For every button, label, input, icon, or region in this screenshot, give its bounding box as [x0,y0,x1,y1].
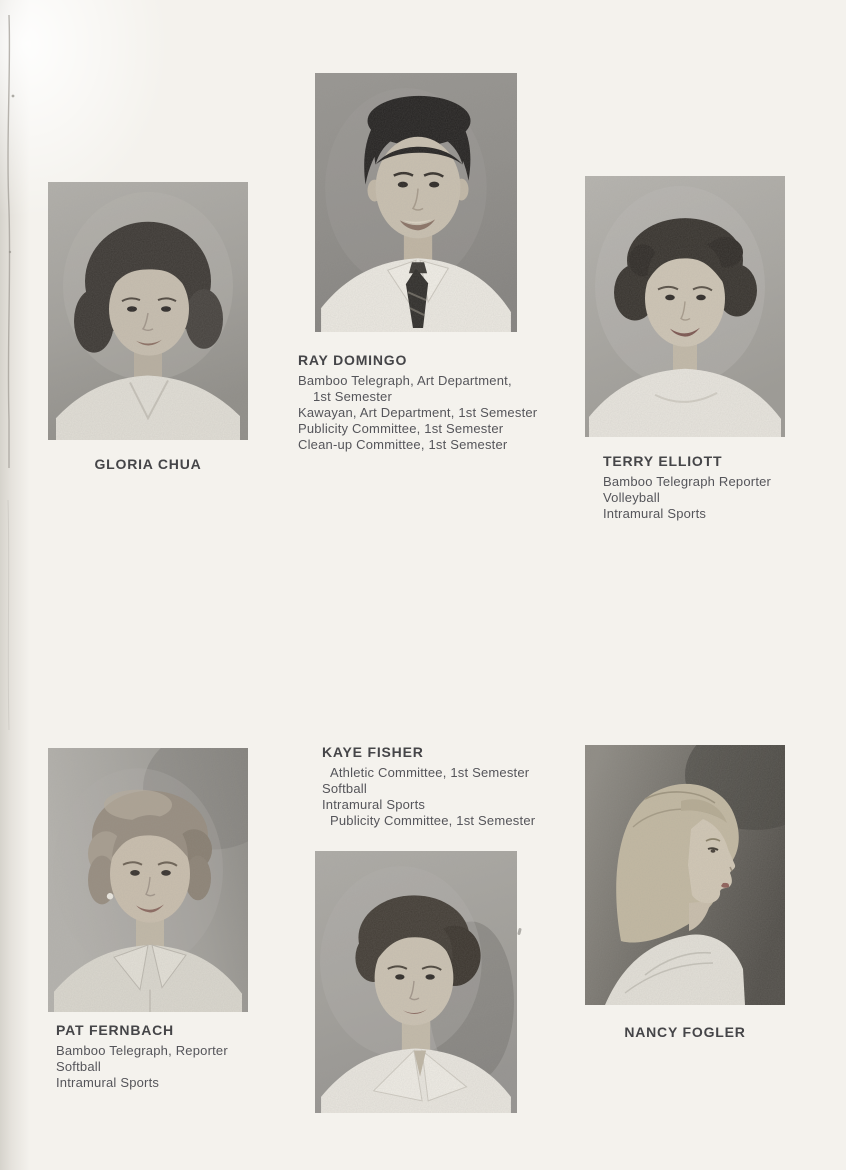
scan-speck [517,928,522,936]
activity-line: Kawayan, Art Department, 1st Semester [298,405,538,420]
activity-line: Publicity Committee, 1st Semester [298,421,504,436]
student-name-gloria-chua: GLORIA CHUA [94,456,202,472]
student-name-nancy-fogler: NANCY FOGLER [624,1024,746,1040]
student-bio-ray-domingo [298,352,537,453]
activity-line: Bamboo Telegraph, Reporter [56,1043,228,1058]
activity-line: Softball [322,781,367,796]
activity-line: Intramural Sports [322,797,426,812]
activity-line: 1st Semester [313,389,392,404]
portrait-man-dark-hair-tie-icon [315,73,517,332]
student-name-terry-elliott: TERRY ELLIOTT [603,453,723,469]
portrait-woman-dark-curled-hair-icon [585,176,785,437]
student-bio-terry-elliott [603,453,771,522]
portrait-woman-short-dark-hair-icon [48,182,248,440]
activity-line: Volleyball [603,490,660,505]
student-bio-kaye-fisher [322,744,535,829]
activity-line: Softball [56,1059,101,1074]
portrait-photo-gloria-chua [48,182,248,440]
student-bio-pat-fernbach [56,1022,228,1091]
portrait-photo-nancy-fogler [585,745,785,1005]
portrait-photo-terry-elliott [585,176,785,437]
activity-line: Bamboo Telegraph Reporter [603,474,772,489]
scan-edge-artifact [0,0,30,1170]
activity-line: Athletic Committee, 1st Semester [330,765,530,780]
portrait-photo-kaye-fisher [315,851,517,1113]
portrait-photo-pat-fernbach [48,748,248,1012]
portrait-woman-short-dark-hair-collar-icon [315,851,517,1113]
activity-line: Publicity Committee, 1st Semester [330,813,536,828]
activity-line: Intramural Sports [603,506,707,521]
portrait-woman-light-wavy-hair-icon [48,748,248,1012]
student-name-pat-fernbach: PAT FERNBACH [56,1022,174,1038]
portrait-photo-ray-domingo [315,73,517,332]
student-name-kaye-fisher: KAYE FISHER [322,744,424,760]
activity-line: Clean-up Committee, 1st Semester [298,437,508,452]
activity-line: Bamboo Telegraph, Art Department, [298,373,512,388]
portrait-woman-blonde-profile-icon [585,745,785,1005]
activity-line: Intramural Sports [56,1075,160,1090]
student-name-ray-domingo: RAY DOMINGO [298,352,408,368]
